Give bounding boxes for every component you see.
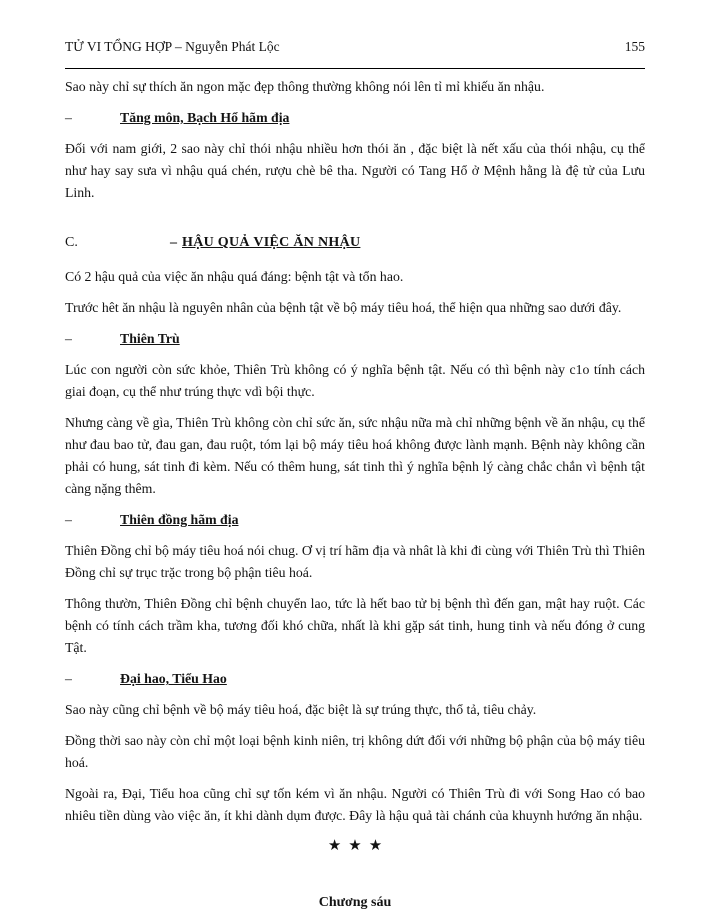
dash-marker: – <box>65 512 72 527</box>
paragraph: Trước hêt ăn nhậu là nguyên nhân của bệnh tật về bộ máy tiêu hoá, thể hiện qua những sao dưới đây. <box>65 300 622 315</box>
paragraph: Nhưng càng về gìa, Thiên Trù không còn chỉ sức ăn, sức nhậu nữa mà chỉ những bệnh về ăn nhậu, cụ thể như đau bao tử, đau gan, đau ruột, tóm lại bộ máy tiêu hoá không được lành mạnh. Bệnh này không cần phải có hung, sát tinh đi kèm. Nếu có thêm hung, sát tinh thì ý nghĩa bệnh lý càng chắc chắn vì bệnh tật càng nặng thêm. <box>65 415 645 496</box>
heading-label: Đại hao, Tiểu Hao <box>120 671 227 686</box>
page-header <box>65 38 645 56</box>
paragraph: Sao này cũng chỉ bệnh về bộ máy tiêu hoá, đặc biệt là sự trúng thực, thổ tả, tiêu chảy. <box>65 702 537 717</box>
paragraph: Có 2 hậu quả của việc ăn nhậu quá đáng: bệnh tật và tổn hao. <box>65 269 404 284</box>
paragraph: Thông thườn, Thiên Đồng chỉ bệnh chuyển lao, tức là hết bao tử bị bệnh thì đến gan, mật hay ruột. Các bệnh có tính cách trầm kha, tương đối khó chữa, nhất là khi gặp sát tinh, hung tinh và nếu đóng ở cung Tật. <box>65 596 645 655</box>
chapter-title: Chương sáu <box>318 895 392 910</box>
section-letter: C. <box>65 235 78 250</box>
paragraph: Ngoài ra, Đại, Tiểu hoa cũng chỉ sự tốn kém vì ăn nhậu. Người có Thiên Trù đi với Song Hao có bao nhiêu tiền dùng vào việc ăn, ít khi dành dụm được. Đây là hậu quả tài chánh của khuynh hướng ăn nhậu. <box>65 786 645 823</box>
heading-label: Thiên đồng hãm địa <box>120 512 239 527</box>
dash-marker: – <box>170 235 177 250</box>
heading-label: Tăng môn, Bạch Hổ hãm địa <box>120 110 290 125</box>
section-heading-c <box>65 232 645 254</box>
heading-thien-tru <box>65 328 645 350</box>
header-divider <box>65 68 645 69</box>
heading-label: Thiên Trù <box>120 331 180 346</box>
paragraph: Đồng thời sao này còn chỉ một loại bệnh kinh niên, trị không dứt đối với những bộ phận của bộ máy tiêu hoá. <box>65 733 645 770</box>
section-title: HẬU QUẢ VIỆC ĂN NHẬU <box>182 235 361 250</box>
paragraph: Sao này chỉ sự thích ăn ngon mặc đẹp thông thường không nói lên tỉ mỉ khiếu ăn nhậu. <box>65 79 545 94</box>
heading-thien-dong <box>65 509 645 531</box>
heading-dai-hao-tieu-hao <box>65 668 645 690</box>
paragraph: Lúc con người còn sức khỏe, Thiên Trù không có ý nghĩa bệnh tật. Nếu có thì bệnh này c1o tính cách giai đoạn, cụ thể như trúng thực vdì bội thực. <box>65 362 645 399</box>
dash-marker: – <box>65 331 72 346</box>
dash-marker: – <box>65 110 72 125</box>
running-title: TỬ VI TỔNG HỢP – Nguyễn Phát Lộc <box>65 39 280 54</box>
heading-tang-mon-bach-ho <box>65 107 645 129</box>
dash-marker: – <box>65 671 72 686</box>
section-break-stars: ★★★ <box>327 838 390 854</box>
paragraph: Thiên Đồng chỉ bộ máy tiêu hoá nói chug. Ơ vị trí hãm địa và nhât là khi đi cùng với Thiên Trù thì Thiên Đồng chỉ sự trục trặc trong bộ phận tiêu hoá. <box>65 543 645 580</box>
page-number: 155 <box>624 39 645 54</box>
paragraph: Đối với nam giới, 2 sao này chỉ thói nhậu nhiều hơn thói ăn , đặc biệt là nết xấu của thói nhậu, cụ thể như hay say sưa vì nhậu quá chén, rượu chè bê tha. Người có Tang Hổ ở Mệnh hằng là đệ tử của Lưu Linh. <box>65 141 645 200</box>
